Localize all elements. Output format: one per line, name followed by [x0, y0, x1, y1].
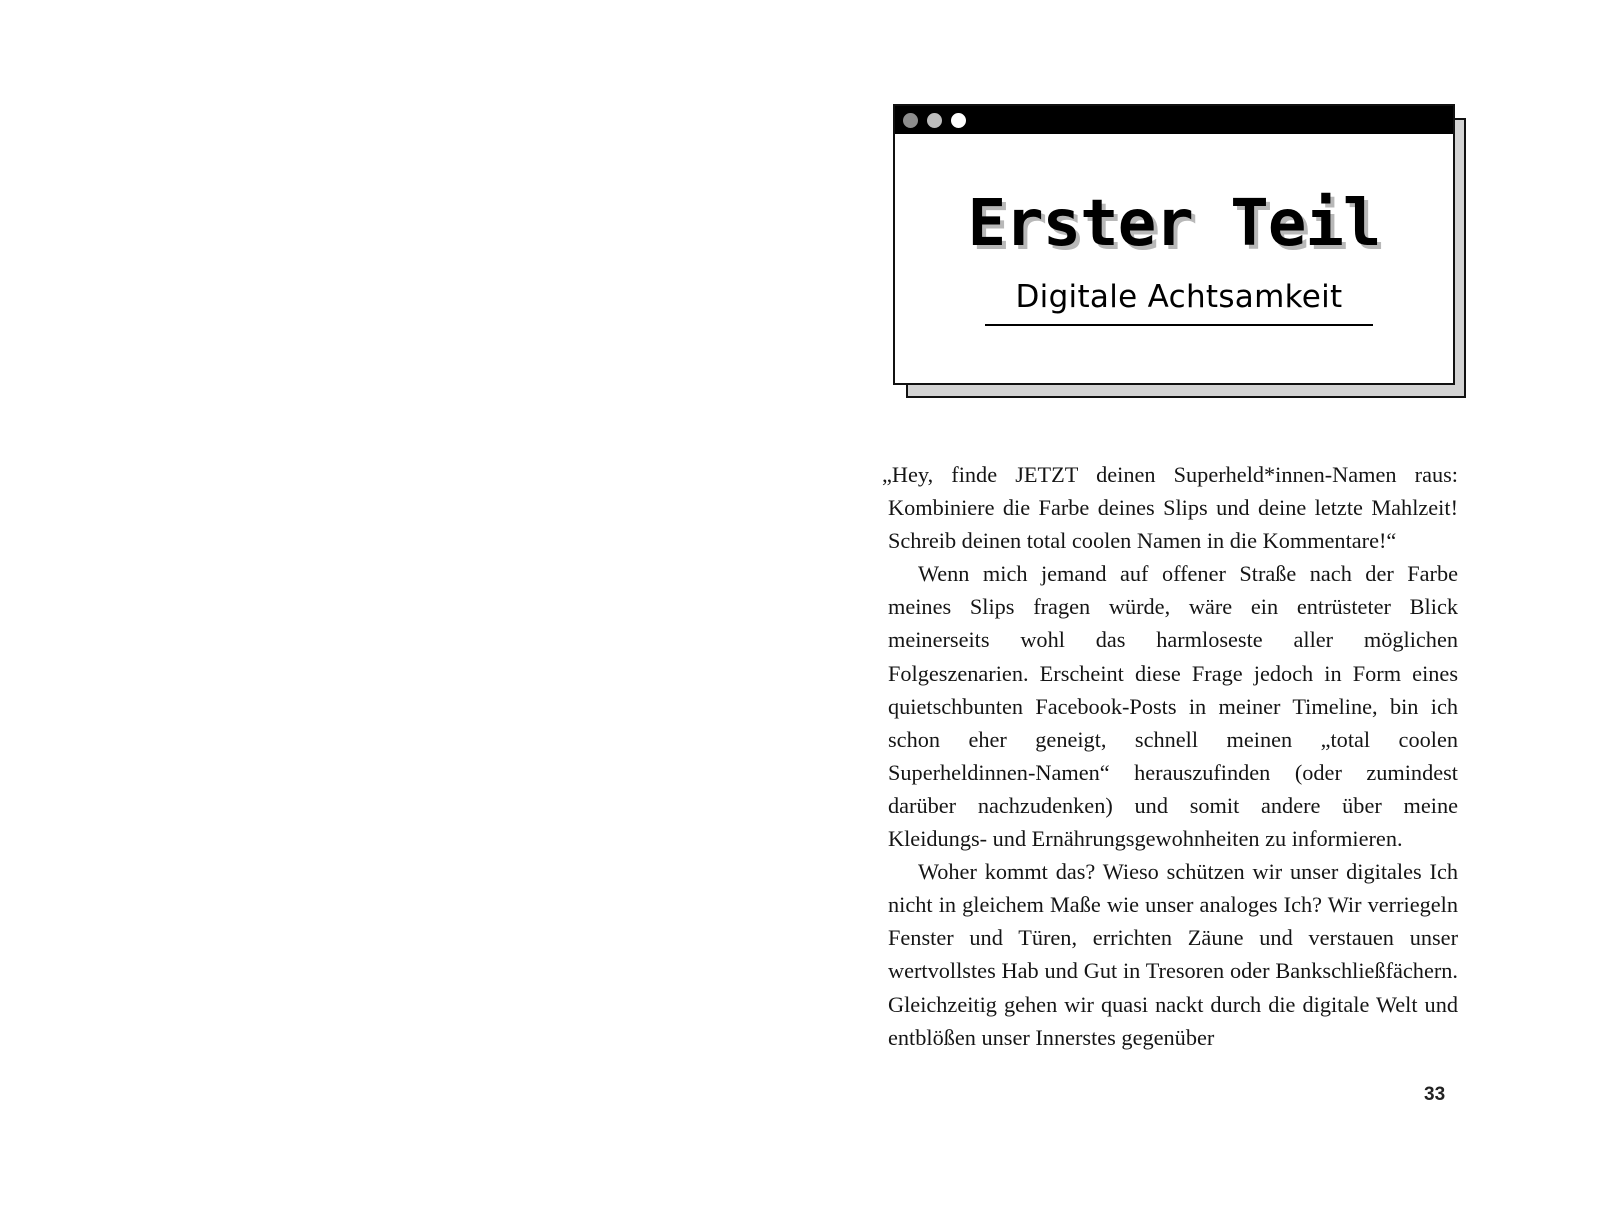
part-title: Erster Teil [967, 187, 1381, 261]
window-titlebar [895, 106, 1453, 134]
paragraph: Woher kommt das? Wieso schützen wir unser digitales Ich nicht in gleichem Maße wie unser analoges Ich? Wir verriegeln Fenster und Türen, errichten Zäune und verstauen unser wertvollstes Hab und Gut in Tresoren oder Bankschließfächern. Gleichzeitig gehen wir quasi nackt durch die digitale Welt und entblößen unser Innerstes gegenüber [888, 859, 1458, 1050]
page-number: 33 [1424, 1084, 1446, 1105]
body-text [882, 458, 1458, 1054]
window-dot-icon [951, 113, 966, 128]
window-dot-icon [903, 113, 918, 128]
part-subtitle: Digitale Achtsamkeit [1015, 279, 1343, 315]
paragraph: Wenn mich jemand auf offener Straße nach der Farbe meines Slips fragen würde, wäre ein entrüsteter Blick meinerseits wohl das harmloseste aller möglichen Folgeszenarien. Erscheint diese Frage jedoch in Form eines quietschbunten Facebook-Posts in meiner Timeline, bin ich schon eher geneigt, schnell meinen „total coolen Superheldinnen-Namen“ herauszufinden (oder zumindest darüber nachzudenken) und somit andere über meine Kleidungs- und Ernährungsgewohnheiten zu informieren. [888, 561, 1458, 852]
subtitle-underline [985, 324, 1373, 326]
chapter-title-window [893, 104, 1455, 385]
paragraph: „Hey, finde JETZT deinen Superheld*innen-Namen raus: Kombiniere die Farbe deines Slips und deine letzte Mahlzeit! Schreib deinen total coolen Namen in die Kommentare!“ [882, 462, 1458, 554]
window-dot-icon [927, 113, 942, 128]
